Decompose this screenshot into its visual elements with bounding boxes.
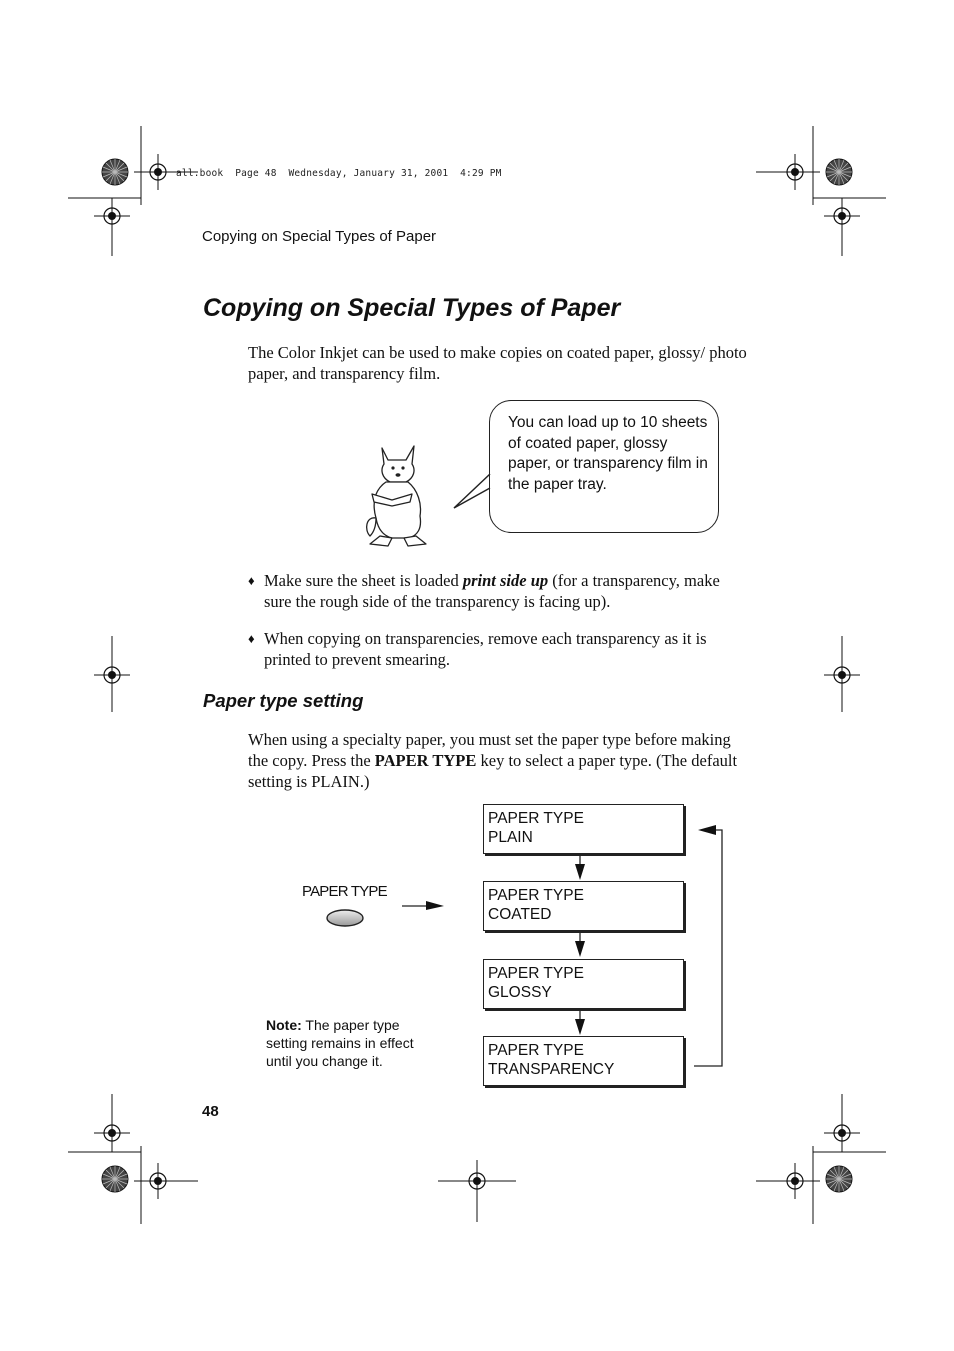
speech-bubble-text: You can load up to 10 sheets of coated paper, glossy paper, or transparency film in the paper tray. [508,414,708,494]
down-arrows [560,854,600,1084]
down-arrow-icon [575,933,585,957]
bullet-item: When copying on transparencies, remove each transparency as it is printed to prevent smearing. [264,629,707,669]
fox-mascot-icon [362,444,432,550]
right-arrow-icon [400,896,446,916]
display-plain [483,804,684,854]
display-line: TRANSPARENCY [488,1061,615,1078]
setting-paragraph: When using a specialty paper, you must set the paper type before making the copy. Press the PAPER TYPE key to select a paper type. (The default setting is PLAIN.) [248,730,738,791]
display-line: GLOSSY [488,984,552,1001]
note: Note: The paper type setting remains in effect until you change it. [266,1017,414,1069]
display-line: PAPER TYPE [488,810,584,827]
section-subheading: Paper type setting [203,690,364,711]
print-slug: all.book Page 48 Wednesday, January 31, 2001 4:29 PM [176,168,502,179]
bullet-diamond-icon: ♦ [248,573,255,588]
bullet-item: Make sure the sheet is loaded print side up (for a transparency, make sure the rough side of the transparency is facing up). [264,571,720,611]
display-line: PAPER TYPE [488,965,584,982]
page-title: Copying on Special Types of Paper [203,294,621,322]
running-head: Copying on Special Types of Paper [202,228,437,245]
key-name: PAPER TYPE [374,751,477,770]
display-line: PAPER TYPE [488,1042,584,1059]
paper-type-key-label: PAPER TYPE [302,883,387,900]
intro-paragraph: The Color Inkjet can be used to make copies on coated paper, glossy/ photo paper, and transparency film. [248,343,747,383]
down-arrow-icon [575,1011,585,1035]
display-line: PAPER TYPE [488,887,584,904]
speech-bubble-tail [450,470,494,512]
emphasis-text: print side up [462,571,549,590]
display-line: COATED [488,906,552,923]
loop-back-arrow-icon [690,820,730,1072]
down-arrow-icon [575,856,585,880]
paper-type-key-icon [324,907,366,929]
bullet-diamond-icon: ♦ [248,631,255,646]
display-line: PLAIN [488,829,533,846]
note-label: Note: [266,1017,302,1033]
page-number: 48 [202,1103,219,1120]
